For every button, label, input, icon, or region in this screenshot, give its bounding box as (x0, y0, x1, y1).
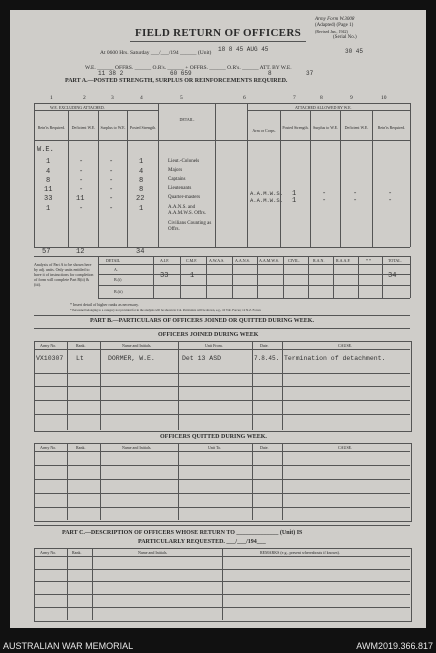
we-group-heading: W.E. EXCLUDING ATTACHED. (50, 105, 105, 110)
rule (158, 103, 159, 247)
col-number: 10 (381, 95, 387, 101)
we-line: W.E. ______ OFFRS. ______ O.R's. ______ + OFFRS. ______ O.R's. ______ ATT. BY W.E. (85, 65, 292, 71)
footnote: * Insert detail of higher ranks as necessary. (70, 302, 139, 307)
rule (282, 443, 283, 520)
rule (34, 349, 410, 350)
rule (34, 525, 410, 526)
part-c-table (34, 548, 412, 622)
typed-date: 18 8 45 AUG 45 (218, 46, 269, 53)
rule (34, 493, 410, 494)
rule (34, 569, 410, 570)
rule (34, 140, 410, 141)
typed-we-ors: 60 659 (170, 70, 192, 77)
footer-source: AUSTRALIAN WAR MEMORIAL (3, 641, 134, 651)
joined-col-header: Date. (260, 343, 269, 348)
joined-col-header: Name and Initials. (122, 343, 152, 348)
typed-we-offrs: 11 38 2 (98, 70, 124, 77)
typed-cell: - (109, 177, 114, 185)
detail-item: Lieutenants (168, 186, 192, 191)
rule (34, 315, 410, 316)
typed-cell: - (79, 177, 84, 185)
typed-cell: 1 (46, 205, 51, 213)
rule (34, 328, 410, 329)
typed-cell: - (79, 186, 84, 194)
rule (98, 264, 410, 265)
header-att-deficient: Deficient W.E. (344, 125, 369, 130)
col-number: 5 (180, 95, 183, 101)
typed-att-ors: 37 (306, 70, 314, 77)
quitted-col-header: Name and Initials. (122, 445, 152, 450)
header-att-reints: Rein'ts Required. (377, 125, 406, 130)
rule (232, 256, 233, 298)
part-a-title: PART A.—POSTED STRENGTH, SURPLUS OR REINFORCEMENTS REQUIRED. (65, 78, 288, 84)
typed-cell: - (109, 158, 114, 166)
rule (280, 110, 281, 247)
header-deficient: Deficient W.E. (71, 125, 96, 130)
footnote: * Personnel belonging to a category not provided for in the analysis will be shown in Col. Particulars will be shown, e.g., 10 V.R. Forces; 12 N.Z. Forces (70, 308, 261, 312)
typed-cell: - (79, 158, 84, 166)
col-number: 6 (243, 95, 246, 101)
part-c-col-header: REMARKS (e.g., present whereabouts if known). (260, 550, 340, 555)
typed-cell: 22 (136, 195, 145, 203)
header-detail: DETAIL. (179, 117, 195, 122)
rule (34, 451, 410, 452)
detail-item: A.A.N.S. and A.A.M.W.S. Offrs. (168, 205, 206, 216)
col-number: 3 (111, 95, 114, 101)
total-posted: 34 (136, 248, 145, 256)
rule (34, 103, 410, 104)
detail-item: Quarter-masters (168, 195, 201, 200)
typed-cell: - (109, 186, 114, 194)
rule (98, 256, 410, 257)
joined-unit-from: Det 13 ASD (182, 355, 222, 362)
rule (68, 110, 69, 247)
rule (206, 256, 207, 298)
rule (92, 548, 93, 620)
analysis-col-header: * * (366, 258, 371, 263)
typed-cell: - (322, 197, 327, 205)
col-number: 9 (350, 95, 353, 101)
joined-cause: Termination of detachment. (284, 355, 386, 362)
rule (34, 507, 410, 508)
joined-army-no: VX10307 (36, 355, 64, 362)
analysis-total-value: 34 (388, 272, 397, 280)
rule (178, 443, 179, 520)
quitted-col-header: Army No. (40, 445, 57, 450)
joined-rank: Lt (76, 355, 84, 362)
part-b-title: PART B.—PARTICULARS OF OFFICERS JOINED OR QUITTED DURING WEEK. (90, 318, 314, 324)
rule (34, 386, 410, 387)
joined-title: OFFICERS JOINED DURING WEEK (158, 332, 259, 338)
analysis-cmf-value: 1 (190, 272, 195, 280)
joined-col-header: Army No. (40, 343, 57, 348)
rule (247, 110, 410, 111)
rule (180, 256, 181, 298)
quitted-title: OFFICERS QUITTED DURING WEEK. (160, 434, 267, 440)
typed-cell: A.A.M.W.S. (250, 190, 284, 197)
typed-cell: 11 (76, 195, 85, 203)
rule (98, 110, 99, 247)
rule (340, 110, 341, 247)
typed-cell: 11 (44, 186, 53, 194)
part-c-title: PART C.—DESCRIPTION OF OFFICERS WHOSE RETURN TO ______________ (Unit) IS (62, 530, 303, 536)
rule (410, 103, 411, 247)
detail-item: Majors (168, 168, 183, 173)
analysis-col-header: CIVIL. (288, 258, 300, 263)
adapted-note: (Adapted) (Page 1) (315, 23, 354, 28)
typed-cell: 4 (139, 168, 144, 176)
rule (34, 247, 410, 248)
analysis-col-header: R.A.N. (313, 258, 325, 263)
rule (310, 110, 311, 247)
detail-item: Lieut.-Colonels (168, 159, 200, 164)
analysis-col-header: A.W.A.S. (209, 258, 225, 263)
analysis-aif-value: 33 (160, 272, 169, 280)
part-c-col-header: Name and Initials. (138, 550, 168, 555)
detail-item: Captains (168, 177, 186, 182)
analysis-row-label: A. (114, 267, 118, 272)
at-line: At 0600 Hrs. Saturday ___/___/194 ______ (Unit) (100, 50, 212, 56)
analysis-col-header: A.A.N.S. (235, 258, 250, 263)
archive-footer (0, 641, 436, 653)
typed-unit: 30 45 (345, 48, 364, 55)
rule (34, 607, 410, 608)
typed-cell: - (109, 195, 114, 203)
part-c-title-line2: PARTICULARLY REQUESTED. ___/___/194___ (138, 539, 266, 545)
serial-no: (Serial No.) (333, 35, 357, 40)
header-posted: Posted Strength. (129, 125, 157, 130)
revised-note: (Revised Jan., 1942) (315, 29, 348, 34)
typed-cell: 4 (46, 168, 51, 176)
rule (153, 256, 154, 298)
rule (98, 298, 410, 299)
detail-item: Civilians Counting as Offrs. (168, 221, 212, 232)
rule (34, 400, 410, 401)
form-sheet (10, 10, 426, 628)
analysis-col-header: DETAIL (106, 258, 121, 263)
joined-name: DORMER, W.E. (108, 355, 155, 362)
rule (358, 256, 359, 298)
typed-cell: - (388, 190, 393, 198)
rule (252, 443, 253, 520)
typed-cell: - (79, 168, 84, 176)
rule (34, 465, 410, 466)
typed-cell: 8 (139, 186, 144, 194)
rule (127, 110, 128, 247)
rule (67, 443, 68, 520)
footer-accession: AWM2019.366.817 (356, 641, 433, 651)
form-title: FIELD RETURN OF OFFICERS (134, 27, 301, 39)
quitted-col-header: Date. (260, 445, 269, 450)
quitted-col-header: Unit To. (208, 445, 222, 450)
analysis-col-header: TOTAL. (388, 258, 402, 263)
rule (34, 414, 410, 415)
rule (222, 548, 223, 620)
joined-col-header: Rank. (76, 343, 86, 348)
typed-cell: - (353, 197, 358, 205)
header-att-surplus: Surplus to W.E. (312, 125, 339, 130)
header-surplus: Surplus to W.E. (100, 125, 126, 130)
army-form-number: Army Form W.3008 (315, 17, 355, 22)
typed-cell: - (353, 190, 358, 198)
rule (333, 256, 334, 298)
typed-cell: 8 (139, 177, 144, 185)
typed-cell: 1 (46, 158, 51, 166)
typed-cell: 8 (46, 177, 51, 185)
quitted-table (34, 443, 412, 522)
joined-date: 7.8.45. (254, 355, 280, 362)
rule (34, 581, 410, 582)
total-deficient: 12 (76, 248, 85, 256)
typed-cell: 1 (292, 190, 297, 198)
rule (34, 594, 410, 595)
joined-col-header: Unit From. (205, 343, 223, 348)
title-underline (130, 41, 306, 42)
rule (98, 274, 410, 275)
rule (257, 256, 258, 298)
rule (215, 103, 216, 247)
analysis-col-header: R.A.A.F. (336, 258, 351, 263)
rule (67, 548, 68, 620)
analysis-row-label: B.(i) (114, 277, 122, 282)
analysis-col-header: A.I.F. (160, 258, 170, 263)
typed-cell: - (322, 190, 327, 198)
analysis-row-label: B.(ii) (114, 289, 123, 294)
typed-cell: 33 (44, 195, 53, 203)
col-number: 4 (140, 95, 143, 101)
typed-cell: 1 (292, 197, 297, 205)
rule (247, 103, 248, 247)
rule (100, 443, 101, 520)
typed-cell: 1 (139, 205, 144, 213)
part-c-col-header: Army No. (40, 550, 57, 555)
rule (34, 110, 158, 111)
rule (372, 110, 373, 247)
typed-cell: - (79, 205, 84, 213)
header-reints: Rein'ts Required. (37, 125, 66, 130)
analysis-col-header: A.A.M.W.S. (259, 258, 279, 263)
rule (382, 256, 383, 298)
rule (98, 256, 99, 298)
analysis-note: Analysis of Part A to be shown here by adj. units. Only units entitled to have it of instructions for completion of form will complete Part B(ii) & (iii). (34, 262, 94, 287)
header-arm-corps: Arm or Corps. (252, 128, 276, 133)
quitted-col-header: Rank. (76, 445, 86, 450)
col-number: 8 (320, 95, 323, 101)
rule (98, 285, 410, 286)
header-att-posted: Posted Strength. (282, 125, 309, 130)
rule (410, 256, 411, 298)
col-number: 1 (50, 95, 53, 101)
total-reints: 57 (42, 248, 51, 256)
rule (34, 479, 410, 480)
rule (283, 256, 284, 298)
rule (34, 373, 410, 374)
part-c-col-header: Rank. (72, 550, 82, 555)
att-group-heading: ATTACHED ALLOWED BY W.E. (295, 105, 352, 110)
col-number: 2 (83, 95, 86, 101)
typed-cell: - (109, 168, 114, 176)
typed-cell: - (109, 205, 114, 213)
typed-we-label: W.E. (37, 146, 54, 154)
typed-cell: 1 (139, 158, 144, 166)
analysis-col-header: C.M.F. (186, 258, 198, 263)
joined-col-header: CAUSE. (338, 343, 353, 348)
typed-cell: A.A.M.W.S. (250, 197, 284, 204)
col-number: 7 (293, 95, 296, 101)
typed-att-offrs: 8 (268, 70, 272, 77)
typed-cell: - (388, 197, 393, 205)
rule (308, 256, 309, 298)
quitted-col-header: CAUSE. (338, 445, 353, 450)
